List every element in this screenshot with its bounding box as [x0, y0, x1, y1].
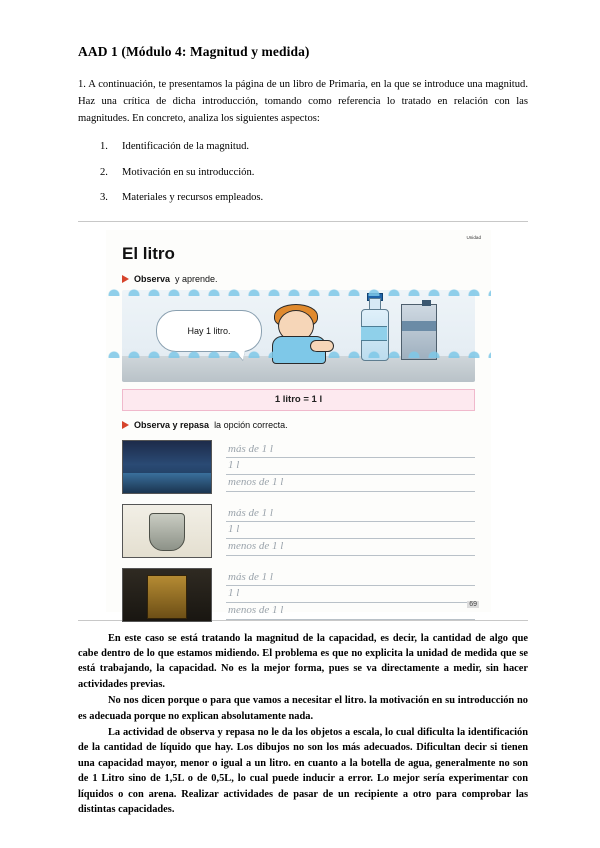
book-page-title: El litro — [122, 243, 175, 263]
illustration-scene — [122, 290, 475, 382]
unidad-label: Unidad — [466, 234, 481, 240]
wave-decoration-icon — [106, 286, 491, 296]
exercise-row — [122, 566, 475, 624]
list-item-label: Motivación en su introducción. — [122, 166, 255, 178]
list-item-number: 1. — [100, 141, 108, 153]
list-item — [78, 139, 528, 155]
section-heading-rest: y aprende. — [175, 273, 218, 284]
trace-option[interactable]: 1 l — [226, 458, 475, 475]
list-item-label: Materiales y recursos empleados. — [122, 192, 264, 204]
trace-option[interactable]: 1 l — [226, 522, 475, 539]
bottle-label — [361, 326, 387, 341]
section-heading-bold: Observa — [134, 273, 171, 284]
trace-options — [226, 570, 475, 620]
trace-options — [226, 506, 475, 556]
list-item — [78, 190, 528, 206]
carton-cap — [422, 300, 431, 306]
speech-bubble — [156, 310, 262, 352]
trace-option[interactable]: más de 1 l — [226, 506, 475, 523]
analysis-paragraph: No nos dicen porque o para que vamos a necesitar el litro. la motivación en su introducción no es adecuada porque no explican absolutamente nada. — [78, 695, 528, 722]
scanned-book-figure — [78, 221, 528, 621]
triangle-arrow-icon — [122, 421, 129, 429]
speech-bubble-text: Hay 1 litro. — [187, 325, 231, 336]
equivalence-band — [122, 389, 475, 411]
list-item-number: 2. — [100, 166, 108, 178]
trace-option[interactable]: menos de 1 l — [226, 539, 475, 556]
page-title: AAD 1 (Módulo 4: Magnitud y medida) — [78, 44, 310, 59]
tin-shape — [147, 575, 187, 619]
book-page-scan — [106, 230, 491, 617]
trace-option[interactable]: más de 1 l — [226, 570, 475, 587]
section-heading-rest: la opción correcta. — [214, 419, 288, 430]
trace-option[interactable]: más de 1 l — [226, 442, 475, 459]
section-heading-observa-repasa — [122, 420, 481, 430]
analysis-paragraph: En este caso se está tratando la magnitud de la capacidad, es decir, la cantidad de algo que cabe dentro de lo que estamos midiendo. El problema es que no explicita la unidad de medida que se está trabajando, la capacidad. No es la mejor forma, pues se va directamente a medir, sin hacer actividades previas. — [78, 632, 528, 690]
trace-option[interactable]: 1 l — [226, 586, 475, 603]
analysis-paragraph: La actividad de observa y repasa no le da los objetos a escala, lo cual dificulta la identificación de la cantidad de líquido que hay. Los dibujos no son los más adecuados. Dificultan decir si tienen una capacidad mayor, menor o igual a un litro. en cuanto a la botella de agua, generalmente no son de 1 Litro sino de 1,5L o de 0,5L, lo cual puede inducir a error. Lo mejor sería experimentar con líquidos o con arena. Realizar actividades de pasar de un recipiente a otro para comprobar las distintas capacidades. — [78, 727, 528, 815]
lake-photo — [122, 440, 212, 494]
list-item-label: Identificación de la magnitud. — [122, 141, 250, 153]
section-heading-bold: Observa y repasa — [134, 419, 210, 430]
carton-strip — [402, 321, 436, 331]
tin-photo — [122, 568, 212, 622]
book-page-number: 69 — [469, 600, 477, 608]
section-heading-observa-aprende — [122, 274, 481, 284]
list-item — [78, 165, 528, 181]
trace-options — [226, 442, 475, 492]
jug-shape — [149, 513, 185, 551]
exercise-row — [122, 438, 475, 496]
trace-option[interactable]: menos de 1 l — [226, 475, 475, 492]
analysis-section — [78, 631, 528, 818]
intro-paragraph: 1. A continuación, te presentamos la página de un libro de Primaria, en la que se introduce una magnitud. Haz una crítica de dicha introducción, tomando como referencia lo tratado en relación con las magnitudes. En concreto, analiza los siguientes aspectos: — [78, 79, 528, 125]
trace-option[interactable]: menos de 1 l — [226, 603, 475, 620]
list-item-number: 3. — [100, 192, 108, 204]
exercise-rows — [122, 438, 475, 624]
jug-photo — [122, 504, 212, 558]
wave-decoration-icon — [106, 348, 491, 358]
equivalence-text: 1 litro = 1 l — [274, 394, 323, 406]
aspects-list — [78, 139, 528, 206]
triangle-arrow-icon — [122, 275, 129, 283]
exercise-row — [122, 502, 475, 560]
